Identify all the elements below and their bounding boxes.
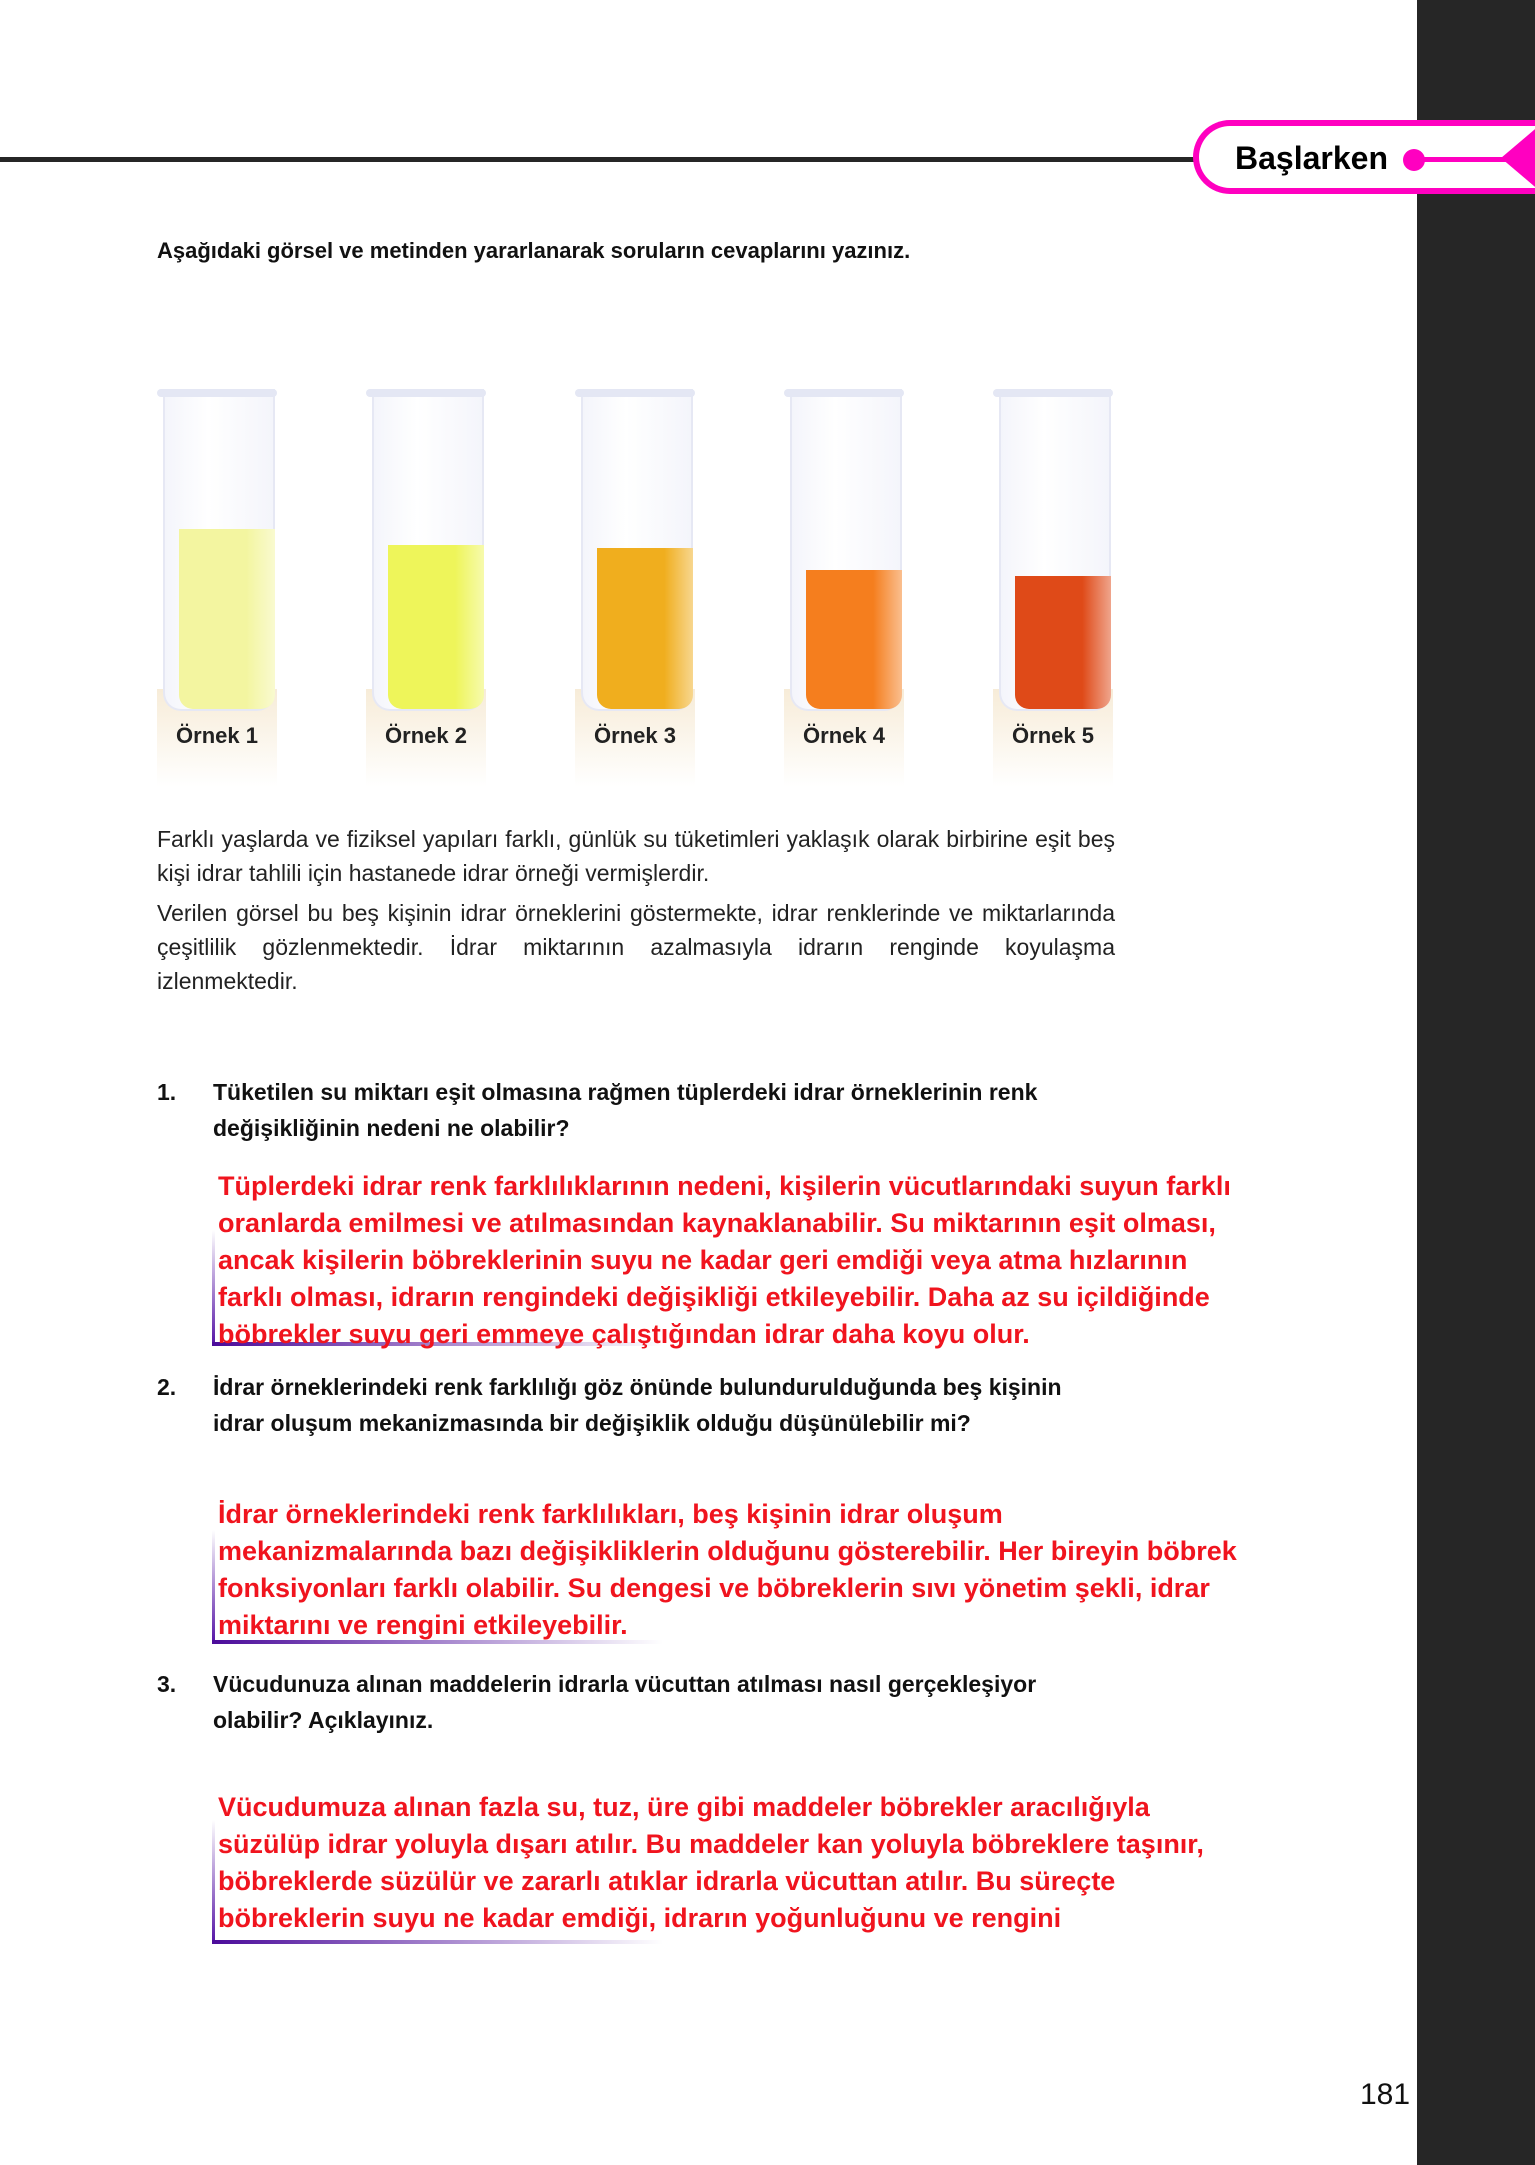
test-tube [784, 389, 904, 787]
urine-sample-liquid [806, 570, 902, 710]
answer-1[interactable]: Tüplerdeki idrar renk farklılıklarının nedeni, kişilerin vücutlarındaki suyun farklı oranlarda emilmesi ve atılmasından kaynaklanabilir. Su miktarının eşit olması, ancak kişilerin böbreklerinin suyu ne kadar geri emdiği veya atma hızlarının farklı olması, idrarın rengindeki değişikliği etkileyebilir. Daha az su içildiğinde böbrekler suyu geri emmeye çalıştığından idrar daha koyu olur. [218, 1171, 1231, 1349]
tube-glass [999, 389, 1111, 711]
tube-glass [790, 389, 902, 711]
badge-arrow-icon [1501, 124, 1535, 192]
section-title: Başlarken [1235, 140, 1388, 176]
answer-2[interactable]: İdrar örneklerindeki renk farklılıkları, beş kişinin idrar oluşum mekanizmalarında bazı değişikliklerin olduğunu gösterebilir. Her bireyin böbrek fonksiyonları farklı olabilir. Su dengesi ve böbreklerin sıvı yönetim şekli, idrar miktarını ve rengini etkileyebilir. [218, 1499, 1237, 1640]
question-number: 1. [157, 1079, 177, 1105]
test-tube [366, 389, 486, 787]
paragraph-1: Farklı yaşlarda ve fiziksel yapıları farklı, günlük su tüketimleri yaklaşık olarak birbirine eşit beş kişi idrar tahlili için hastanede idrar örneği vermişlerdir. [157, 826, 1115, 886]
sample-label: Örnek 3 [594, 723, 676, 748]
question-number: 2. [157, 1374, 177, 1400]
urine-sample-liquid [597, 548, 693, 709]
question-1 [157, 1074, 1113, 1146]
urine-sample-liquid [1015, 576, 1111, 709]
tube-rim [993, 389, 1113, 397]
urine-sample-liquid [388, 545, 484, 709]
question-2 [157, 1369, 1113, 1441]
question-text: İdrar örneklerindeki renk farklılığı göz önünde bulundurulduğunda beş kişinin idrar oluşum mekanizmasında bir değişiklik olduğu düşünülebilir mi? [213, 1374, 1062, 1436]
instruction: Aşağıdaki görsel ve metinden yararlanarak soruların cevaplarını yazınız. [157, 238, 911, 263]
tube-glass [581, 389, 693, 711]
test-tube [157, 389, 277, 787]
section-badge [1193, 120, 1535, 194]
question-text: Vücudunuza alınan maddelerin idrarla vücuttan atılması nasıl gerçekleşiyor olabilir? Açıklayınız. [213, 1671, 1037, 1733]
test-tube [993, 389, 1113, 787]
sample-label: Örnek 5 [1012, 723, 1094, 748]
answer-3[interactable]: Vücudumuza alınan fazla su, tuz, üre gibi maddeler böbrekler aracılığıyla süzülüp idrar yoluyla dışarı atılır. Bu maddeler kan yoluyla böbreklere taşınır, böbreklerde süzülür ve zararlı atıklar idrarla vücuttan atılır. Bu süreçte böbreklerin suyu ne kadar emdiği, idrarın yoğunluğunu ve rengini [218, 1792, 1204, 1933]
sample-label: Örnek 1 [176, 723, 258, 748]
tube-rim [366, 389, 486, 397]
tube-rim [784, 389, 904, 397]
question-3 [157, 1666, 1113, 1738]
sample-label: Örnek 2 [385, 723, 467, 748]
tube-glass [372, 389, 484, 711]
question-number: 3. [157, 1671, 177, 1697]
page-edge-bar [1417, 0, 1535, 2165]
page-number: 181 [1360, 2078, 1411, 2111]
tube-rim [575, 389, 695, 397]
sample-label: Örnek 4 [803, 723, 885, 748]
tube-glass [163, 389, 275, 711]
tube-rim [157, 389, 277, 397]
paragraph-2: Verilen görsel bu beş kişinin idrar örneklerini göstermekte, idrar renklerinde ve miktarlarında çeşitlilik gözlenmektedir. İdrar miktarının azalmasıyla idrarın renginde koyulaşma izlenmektedir. [157, 900, 1115, 994]
header-rule [0, 157, 1200, 162]
test-tube [575, 389, 695, 787]
urine-sample-liquid [179, 529, 275, 709]
question-text: Tüketilen su miktarı eşit olmasına rağmen tüplerdeki idrar örneklerinin renk değişikliğinin nedeni ne olabilir? [213, 1079, 1038, 1141]
